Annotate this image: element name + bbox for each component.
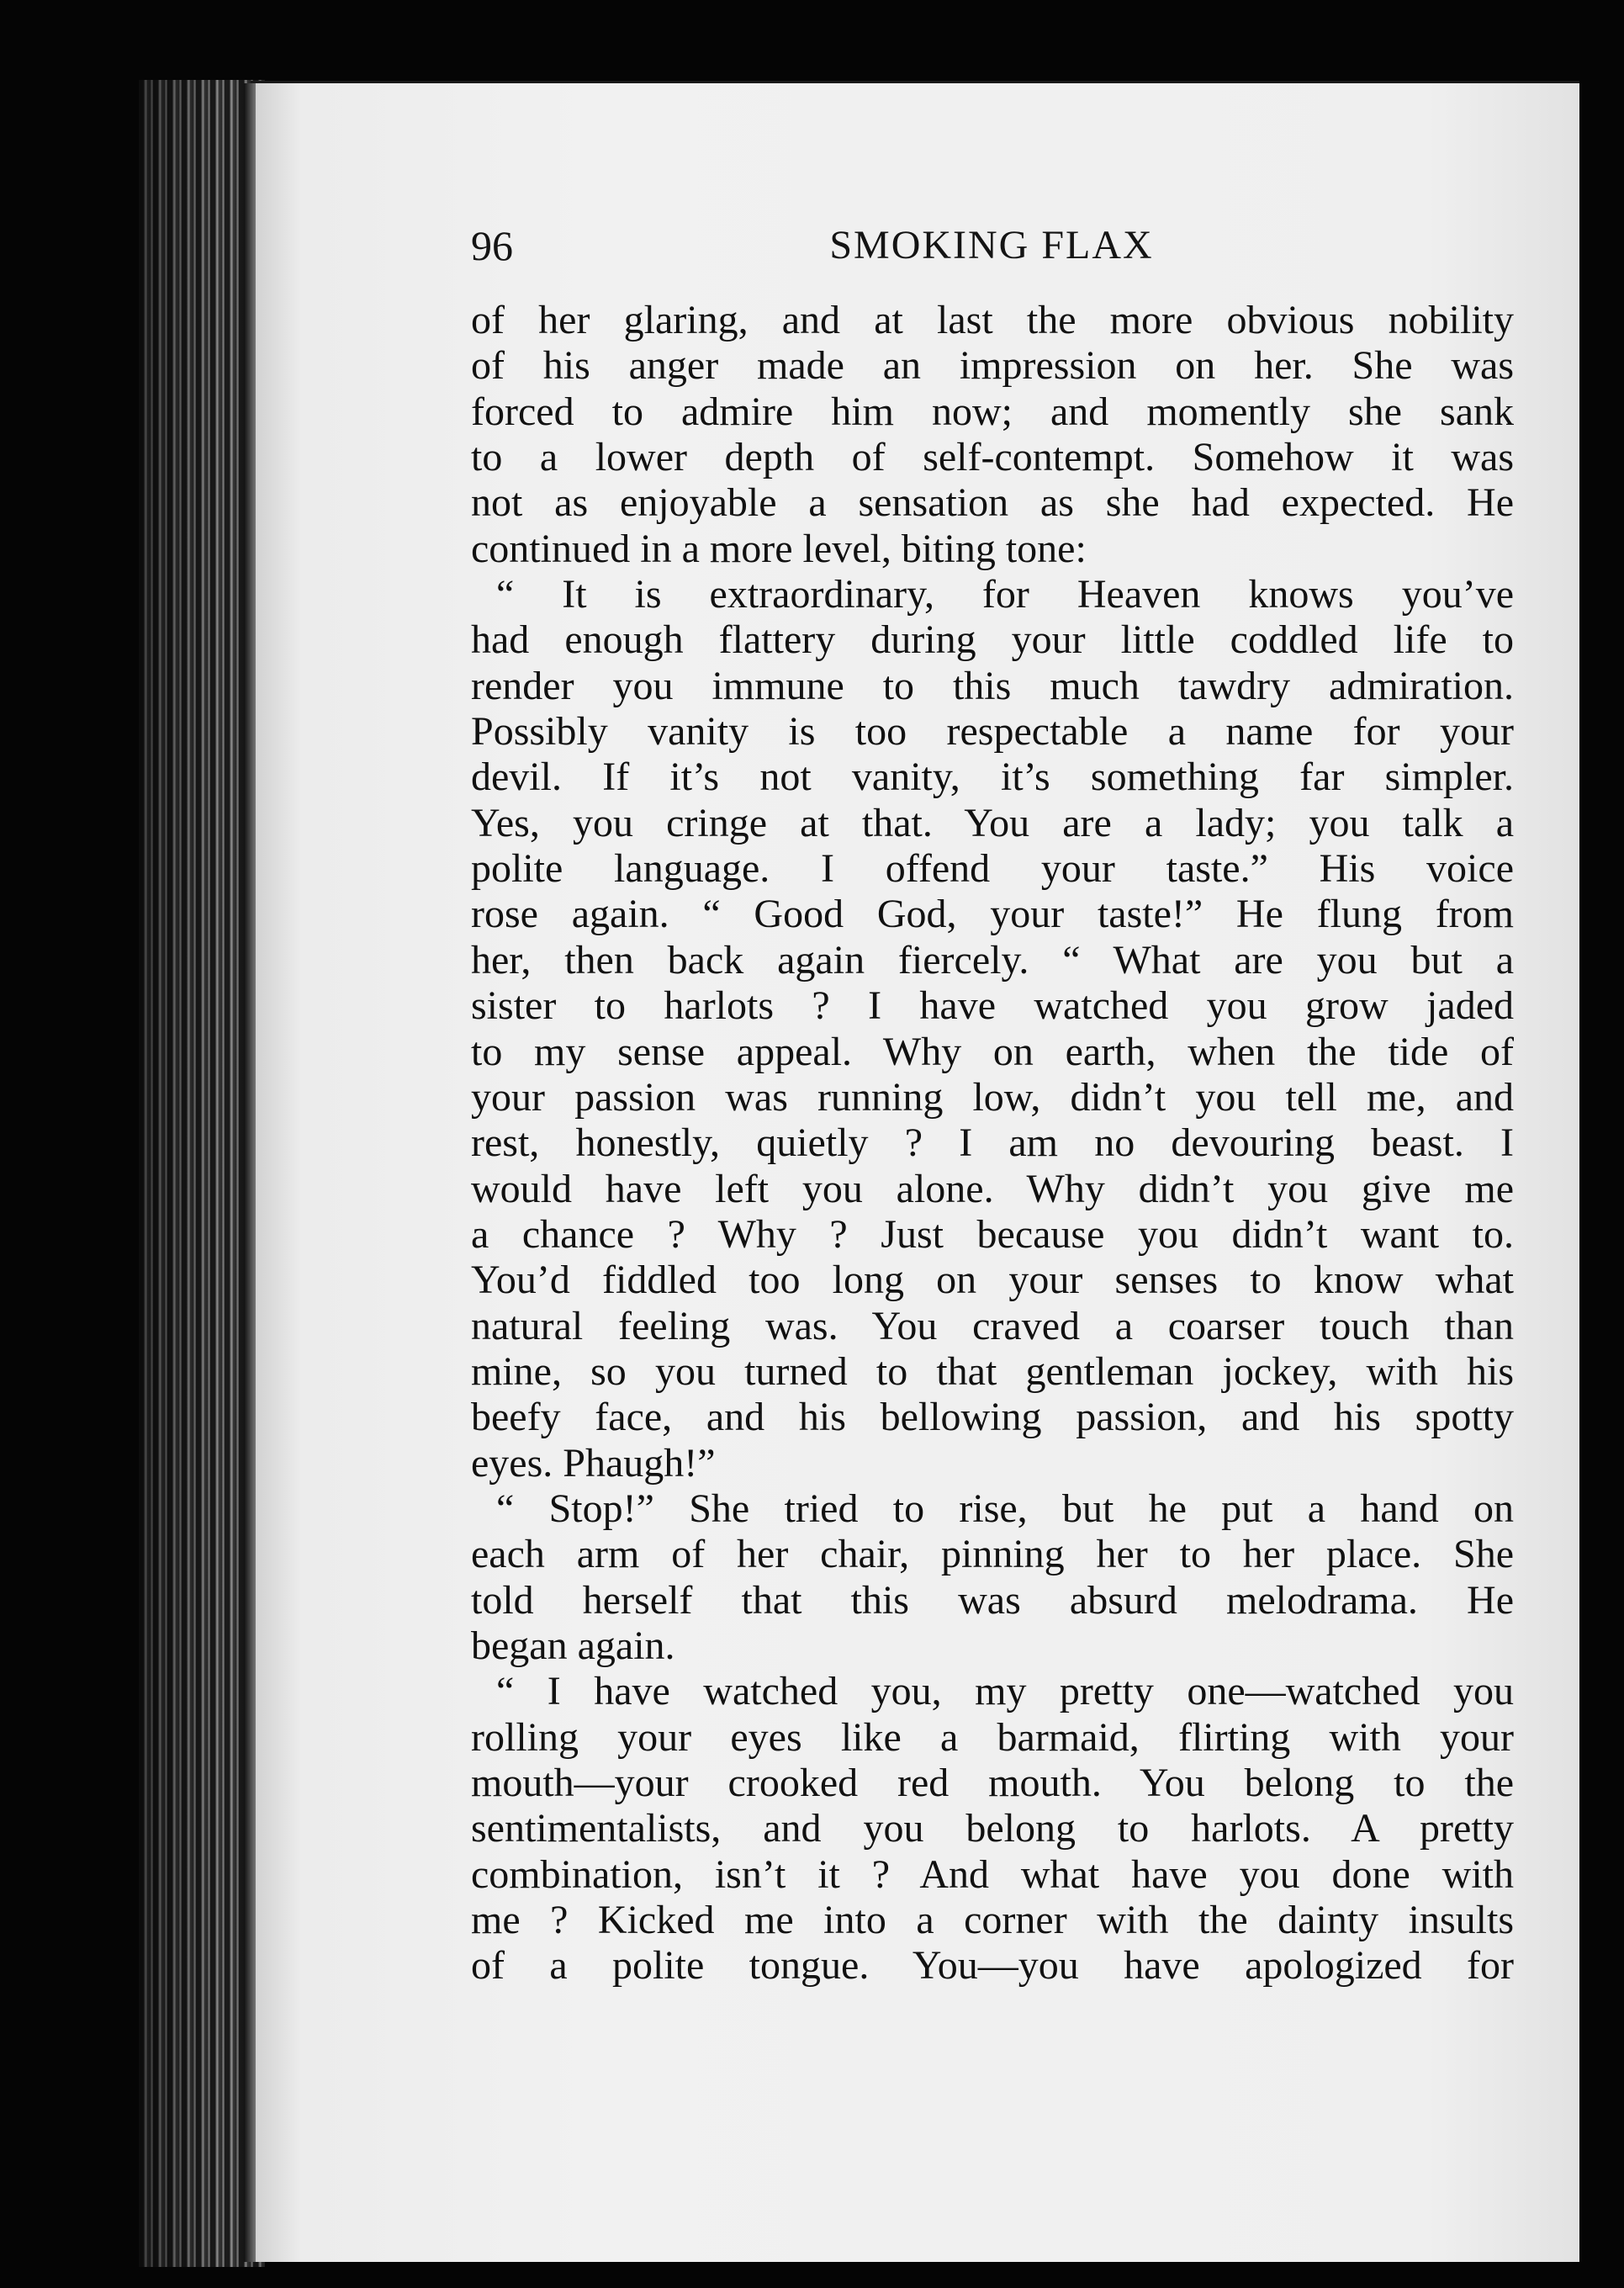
text-line: of her glaring, and at last the more obvious nobility bbox=[471, 298, 1514, 342]
text-line: eyes. Phaugh!” bbox=[471, 1440, 716, 1486]
text-line: render you immune to this much tawdry admiration. bbox=[471, 663, 1514, 708]
text-line: mouth—your crooked red mouth. You belong to the bbox=[471, 1761, 1514, 1805]
text-line: You’d fiddled too long on your senses to know what bbox=[471, 1258, 1514, 1303]
text-line: rest, honestly, quietly ? I am no devouring beast. I bbox=[471, 1120, 1514, 1166]
text-line: rose again. “ Good God, your taste!” He flung from bbox=[471, 892, 1514, 937]
text-line: of a polite tongue. You—you have apologized for bbox=[471, 1943, 1514, 1989]
running-title: SMOKING FLAX bbox=[829, 223, 1154, 267]
text-line: polite language. I offend your taste.” His voice bbox=[471, 846, 1514, 892]
text-line: “ Stop!” She tried to rise, but he put a hand on bbox=[496, 1486, 1514, 1531]
text-line: beefy face, and his bellowing passion, and his spotty bbox=[471, 1395, 1514, 1440]
text-line: sentimentalists, and you belong to harlots. A pretty bbox=[471, 1806, 1514, 1851]
text-line: Possibly vanity is too respectable a name for your bbox=[471, 709, 1514, 755]
text-line: to a lower depth of self-contempt. Somehow it was bbox=[471, 435, 1514, 480]
page-number: 96 bbox=[471, 222, 513, 269]
text-line: had enough flattery during your little coddled life to bbox=[471, 617, 1514, 663]
text-line: forced to admire him now; and momently she sank bbox=[471, 389, 1514, 434]
text-line: began again. bbox=[471, 1623, 675, 1668]
text-line: “ I have watched you, my pretty one—watched you bbox=[496, 1669, 1514, 1714]
text-line: “ It is extraordinary, for Heaven knows you’ve bbox=[496, 572, 1514, 617]
body-text bbox=[471, 298, 1514, 1989]
text-line: rolling your eyes like a barmaid, flirting with your bbox=[471, 1714, 1514, 1760]
page-header bbox=[471, 216, 1512, 275]
text-line: devil. If it’s not vanity, it’s something far simpler. bbox=[471, 755, 1514, 800]
text-line: a chance ? Why ? Just because you didn’t want to. bbox=[471, 1211, 1514, 1257]
text-line: each arm of her chair, pinning her to her place. She bbox=[471, 1532, 1514, 1577]
text-line: Yes, you cringe at that. You are a lady; you talk a bbox=[471, 800, 1514, 845]
text-line: combination, isn’t it ? And what have you done with bbox=[471, 1851, 1514, 1897]
text-line: mine, so you turned to that gentleman jockey, with his bbox=[471, 1348, 1514, 1394]
text-line: me ? Kicked me into a corner with the dainty insults bbox=[471, 1898, 1514, 1943]
book-page bbox=[251, 81, 1579, 2262]
text-line: her, then back again fiercely. “ What are you but a bbox=[471, 937, 1514, 982]
text-line: continued in a more level, biting tone: bbox=[471, 526, 1087, 571]
text-line: natural feeling was. You craved a coarser touch than bbox=[471, 1303, 1514, 1348]
text-line: told herself that this was absurd melodrama. He bbox=[471, 1577, 1514, 1623]
text-line: to my sense appeal. Why on earth, when the tide of bbox=[471, 1029, 1514, 1074]
text-line: not as enjoyable a sensation as she had expected. He bbox=[471, 480, 1514, 526]
text-line: your passion was running low, didn’t you tell me, and bbox=[471, 1074, 1514, 1120]
text-line: of his anger made an impression on her. She was bbox=[471, 343, 1514, 389]
text-line: sister to harlots ? I have watched you grow jaded bbox=[471, 983, 1514, 1029]
text-line: would have left you alone. Why didn’t you give me bbox=[471, 1166, 1514, 1211]
